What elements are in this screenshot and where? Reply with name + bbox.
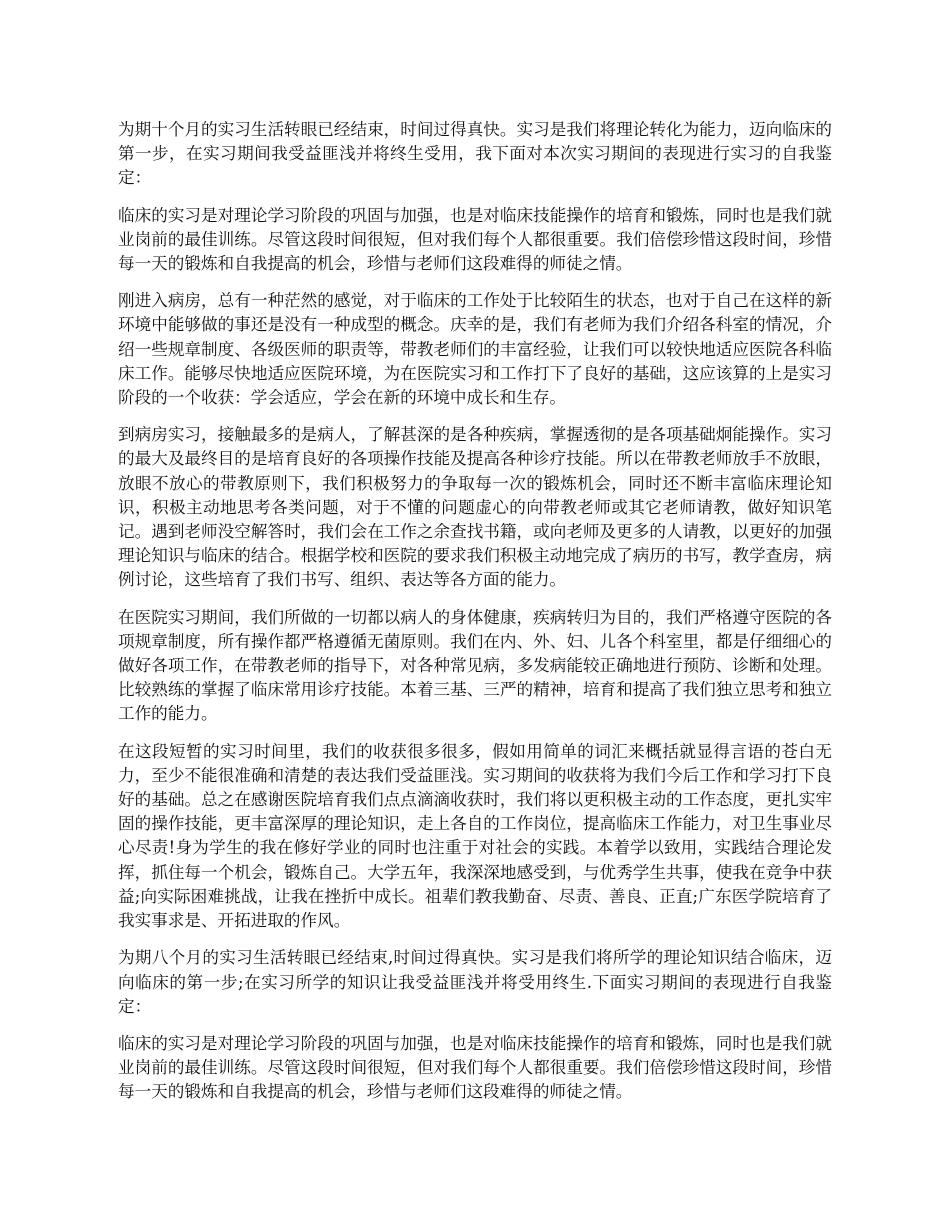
paragraph-1: 为期十个月的实习生活转眼已经结束，时间过得真快。实习是我们将理论转化为能力，迈向临床的第一步，在实习期间我受益匪浅并将终生受用，我下面对本次实习期间的表现进行实习的自我鉴定： bbox=[118, 120, 832, 188]
paragraph-2: 临床的实习是对理论学习阶段的巩固与加强，也是对临床技能操作的培育和锻炼，同时也是我们就业岗前的最佳训练。尽管这段时间很短，但对我们每个人都很重要。我们倍偿珍惜这段时间，珍惜每一天的锻炼和自我提高的机会，珍惜与老师们这段难得的师徒之情。 bbox=[118, 205, 832, 274]
paragraph-5: 在医院实习期间，我们所做的一切都以病人的身体健康，疾病转归为目的，我们严格遵守医院的各项规章制度，所有操作都严格遵循无菌原则。我们在内、外、妇、儿各个科室里，都是仔细细心的做好各项工作，在带教老师的指导下，对各种常见病，多发病能较正确地进行预防、诊断和处理。比较熟练的掌握了临床常用诊疗技能。本着三基、三严的精神，培育和提高了我们独立思考和独立工作的能力。 bbox=[118, 607, 832, 724]
paragraph-4: 到病房实习，接触最多的是病人，了解甚深的是各种疾病，掌握透彻的是各项基础炯能操作。实习的最大及最终目的是培育良好的各项操作技能及提高各种诊疗技能。所以在带教老师放手不放眼，放眼不放心的带教原则下，我们积极努力的争取每一次的锻炼机会，同时还不断丰富临床理论知识，积极主动地思考各类问题，对于不懂的问题虚心的向带教老师或其它老师请教，做好知识笔记。遇到老师没空解答时，我们会在工作之余查找书籍，或向老师及更多的人请教，以更好的加强理论知识与临床的结合。根据学校和医院的要求我们积极主动地完成了病历的书写，教学查房，病例讨论，这些培育了我们书写、组织、表达等各方面的能力。 bbox=[118, 425, 832, 590]
paragraph-8: 临床的实习是对理论学习阶段的巩固与加强，也是对临床技能操作的培育和锻炼，同时也是我们就业岗前的最佳训练。尽管这段时间很短，但对我们每个人都很重要。我们倍偿珍惜这段时间，珍惜每一天的锻炼和自我提高的机会，珍惜与老师们这段难得的师徒之情。 bbox=[118, 1033, 832, 1102]
paragraph-7: 为期八个月的实习生活转眼已经结束,时间过得真快。实习是我们将所学的理论知识结合临床，迈向临床的第一步;在实习所学的知识让我受益匪浅并将受用终生.下面实习期间的表现进行自我鉴定： bbox=[118, 948, 832, 1016]
paragraph-3: 刚进入病房，总有一种茫然的感觉，对于临床的工作处于比较陌生的状态，也对于自己在这样的新环境中能够做的事还是没有一种成型的概念。庆幸的是，我们有老师为我们介绍各科室的情况，介绍一些规章制度、各级医师的职责等，带教老师们的丰富经验，让我们可以较快地适应医院各科临床工作。能够尽快地适应医院环境，为在医院实习和工作打下了良好的基础，这应该算的上是实习阶段的一个收获：学会适应，学会在新的环境中成长和生存。 bbox=[118, 291, 832, 408]
paragraph-6: 在这段短暂的实习时间里，我们的收获很多很多，假如用简单的词汇来概括就显得言语的苍白无力，至少不能很准确和清楚的表达我们受益匪浅。实习期间的收获将为我们今后工作和学习打下良好的基础。总之在感谢医院培育我们点点滴滴收获时，我们将以更积极主动的工作态度，更扎实牢固的操作技能，更丰富深厚的理论知识，走上各自的工作岗位，提高临床工作能力，对卫生事业尽心尽责!身为学生的我在修好学业的同时也注重于对社会的实践。本着学以致用，实践结合理论发挥，抓住每一个机会，锻炼自己。大学五年，我深深地感受到，与优秀学生共事，使我在竞争中获益;向实际困难挑战，让我在挫折中成长。祖辈们教我勤奋、尽责、善良、正直;广东医学院培育了我实事求是、开拓进取的作风。 bbox=[118, 741, 832, 931]
